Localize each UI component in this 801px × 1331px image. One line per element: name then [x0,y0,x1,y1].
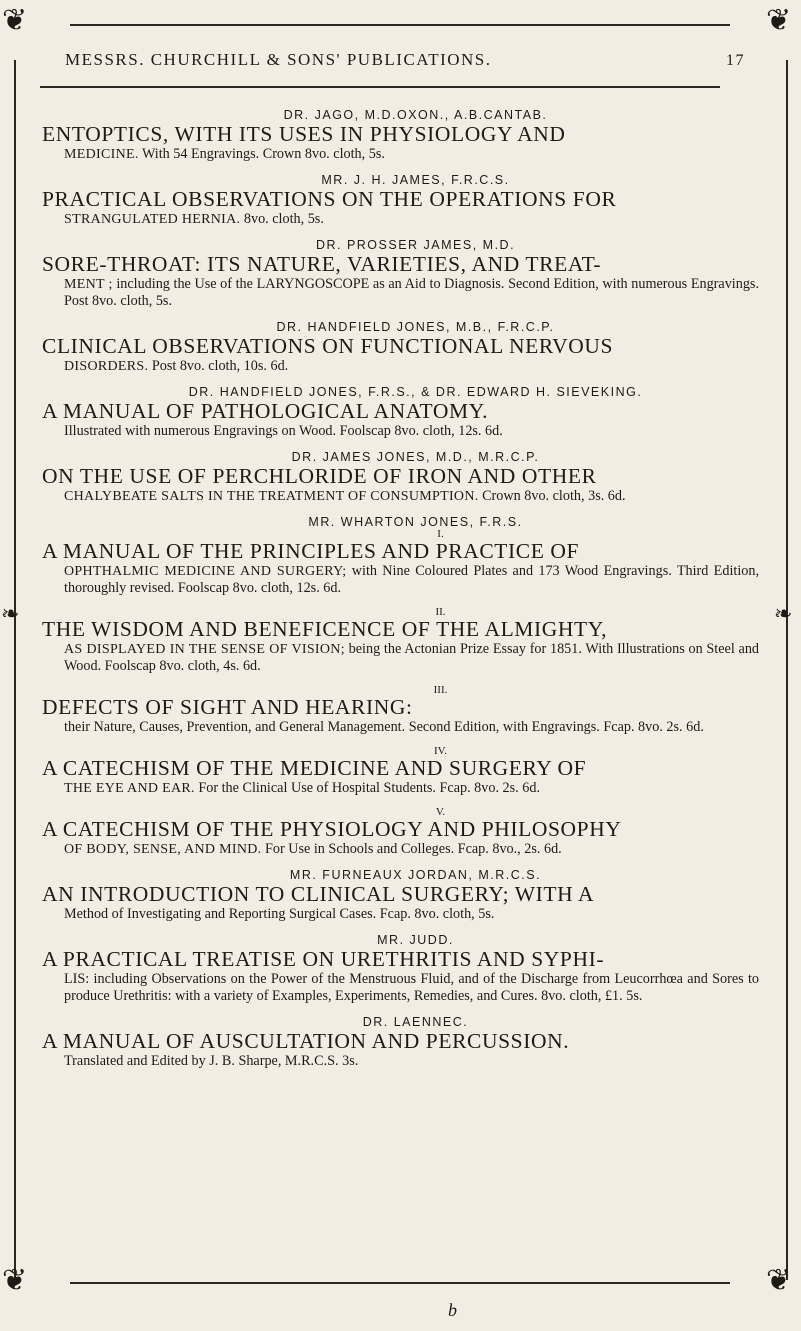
description-text: Translated and Edited by J. B. Sharpe, M.R.C.S. 3s. [64,1053,359,1069]
book-title: A PRACTICAL TREATISE ON URETHRITIS AND SYPHI- [42,947,605,971]
publication-entry [42,1015,759,1070]
corner-ornament-icon: ❦ [2,3,28,38]
book-description [42,563,759,597]
entry-text [42,464,759,505]
book-description [42,641,759,675]
book-description [42,423,759,440]
top-rule [70,24,730,26]
description-text: Crown 8vo. cloth, 3s. 6d. [482,488,626,504]
entry-text [42,252,759,310]
bottom-rule [70,1282,730,1284]
entry-text [42,122,759,163]
description-text: their Nature, Causes, Prevention, and General Management. Second Edition, with Engravings. Fcap. 8vo. 2s. 6d. [64,719,704,735]
book-title: A MANUAL OF PATHOLOGICAL ANATOMY. [42,399,489,423]
entry-text [42,882,759,923]
book-title: A MANUAL OF THE PRINCIPLES AND PRACTICE OF [42,539,580,563]
corner-ornament-icon: ❦ [2,1263,28,1298]
book-description [42,1053,759,1070]
entry-text [42,756,759,797]
description-text: with Nine Coloured Plates and 173 Wood Engravings. Third Edition, thoroughly revised. Foolscap 8vo. cloth, 12s. 6d. [64,563,759,596]
book-title: A CATECHISM OF THE MEDICINE AND SURGERY OF [42,756,587,780]
publication-entry [42,238,759,310]
book-description [42,276,759,310]
book-description [42,146,759,163]
entry-text [42,947,759,1005]
entry-text [42,617,759,675]
author-line: MR. JUDD. [377,933,454,947]
author-line: DR. JAGO, M.D.OXON., A.B.CANTAB. [283,108,548,122]
publication-entry [42,450,759,505]
book-title: ENTOPTICS, WITH ITS USES IN PHYSIOLOGY AND [42,122,566,146]
description-text: Illustrated with numerous Engravings on Wood. Foolscap 8vo. cloth, 12s. 6d. [64,423,503,439]
author-line: MR. J. H. JAMES, F.R.C.S. [321,173,510,187]
signature-mark: b [448,1300,457,1320]
entry-text [42,539,759,597]
publication-entry [42,515,759,597]
description-caps: MENT ; [64,277,113,292]
header-rule [40,86,720,88]
book-description [42,488,759,505]
author-line: DR. HANDFIELD JONES, M.B., F.R.C.P. [276,320,555,334]
description-text: For Use in Schools and Colleges. Fcap. 8vo., 2s. 6d. [264,841,562,857]
description-caps: OPHTHALMIC MEDICINE AND SURGERY; [64,564,347,579]
entry-text [42,695,759,736]
entry-text [42,817,759,858]
page-number: 17 [726,52,745,69]
description-text: 8vo. cloth, 5s. [243,211,324,227]
book-title: THE WISDOM AND BENEFICENCE OF THE ALMIGHTY, [42,617,608,641]
publication-entry [42,385,759,440]
description-text: Method of Investigating and Reporting Surgical Cases. Fcap. 8vo. cloth, 5s. [64,906,495,922]
author-line: MR. WHARTON JONES, F.R.S. [308,515,523,529]
description-text: For the Clinical Use of Hospital Students. Fcap. 8vo. 2s. 6d. [198,780,541,796]
publication-entry [42,108,759,163]
description-caps: OF BODY, SENSE, AND MIND. [64,842,262,857]
description-caps: THE EYE AND EAR. [64,781,195,796]
book-description [42,841,759,858]
side-ornament-icon: ❧ [1,602,20,627]
description-caps: AS DISPLAYED IN THE SENSE OF VISION; [64,642,345,657]
book-title: ON THE USE OF PERCHLORIDE OF IRON AND OTHER [42,464,597,488]
header-title: MESSRS. CHURCHILL & SONS' PUBLICATIONS. [65,50,492,69]
entry-text [42,334,759,375]
publication-entry [42,320,759,375]
description-caps: STRANGULATED HERNIA. [64,212,241,227]
description-text: Post 8vo. cloth, 10s. 6d. [151,358,289,374]
book-description [42,906,759,923]
corner-ornament-icon: ❦ [766,3,792,38]
description-caps: CHALYBEATE SALTS IN THE TREATMENT OF CONSUMPTION. [64,489,479,504]
entry-text [42,1029,759,1070]
author-line: DR. JAMES JONES, M.D., M.R.C.P. [291,450,540,464]
right-border [786,60,788,1280]
publication-entry [42,607,759,675]
book-description [42,780,759,797]
description-text: including the Use of the LARYNGOSCOPE as an Aid to Diagnosis. Second Edition, with numerous Engravings. Post 8vo. cloth, 5s. [64,276,759,309]
publication-entry [42,933,759,1005]
volume-number: III. [433,684,448,696]
publication-entry [42,685,759,736]
description-text: With 54 Engravings. Crown 8vo. cloth, 5s. [141,146,385,162]
publication-entry [42,173,759,228]
publication-entry [42,807,759,858]
page-header [55,50,745,70]
side-ornament-icon: ❧ [774,602,793,627]
author-line: DR. PROSSER JAMES, M.D. [315,238,516,252]
book-title: A CATECHISM OF THE PHYSIOLOGY AND PHILOSOPHY [42,817,622,841]
publication-list [42,108,759,1080]
publication-entry [42,868,759,923]
description-text: being the Actonian Prize Essay for 1851. With Illustrations on Steel and Wood. Foolscap 8vo. cloth, 4s. 6d. [64,641,760,674]
book-title: AN INTRODUCTION TO CLINICAL SURGERY; WITH A [42,882,595,906]
left-border [14,60,16,1280]
volume-number: IV. [434,745,447,757]
book-description [42,719,759,736]
entry-text [42,399,759,440]
book-title: SORE-THROAT: ITS NATURE, VARIETIES, AND TREAT- [42,252,602,276]
book-title: DEFECTS OF SIGHT AND HEARING: [42,695,413,719]
publication-entry [42,746,759,797]
book-title: A MANUAL OF AUSCULTATION AND PERCUSSION. [42,1029,570,1053]
author-line: DR. HANDFIELD JONES, F.R.S., & DR. EDWARD H. SIEVEKING. [188,385,643,399]
author-line: MR. FURNEAUX JORDAN, M.R.C.S. [289,868,542,882]
author-line: DR. LAENNEC. [362,1015,469,1029]
corner-ornament-icon: ❦ [766,1263,792,1298]
entry-text [42,187,759,228]
description-caps: MEDICINE. [64,147,139,162]
volume-number: V. [435,806,446,818]
book-description [42,211,759,228]
volume-number: II. [435,606,446,618]
book-title: PRACTICAL OBSERVATIONS ON THE OPERATIONS FOR [42,187,617,211]
description-caps: DISORDERS. [64,359,149,374]
book-description [42,971,759,1005]
book-title: CLINICAL OBSERVATIONS ON FUNCTIONAL NERVOUS [42,334,614,358]
book-description [42,358,759,375]
description-text: LIS: including Observations on the Power of the Menstruous Fluid, and of the Discharge from Leucorrhœa and Sores to produce Urethritis: with a variety of Examples, Experiments, Remedies, and Cures. 8vo. cloth, £1. 5s. [64,971,759,1004]
volume-number: I. [437,528,444,540]
